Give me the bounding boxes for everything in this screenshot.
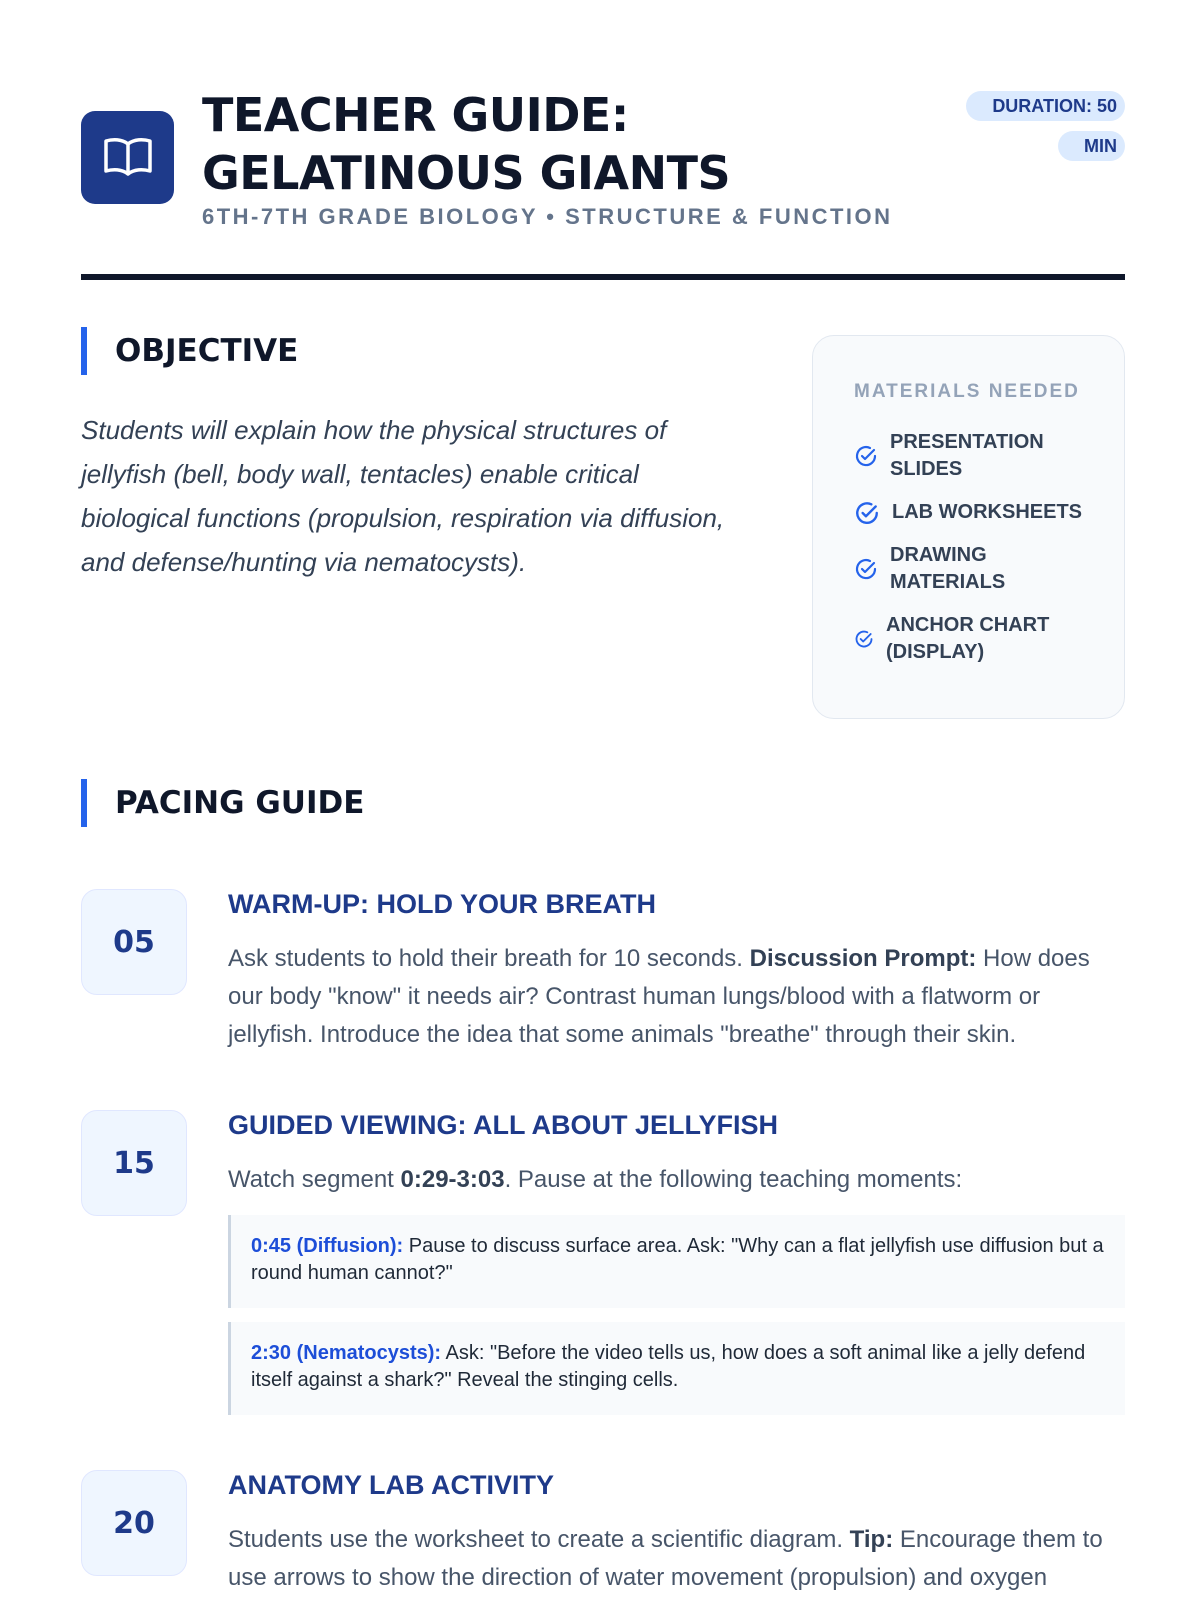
materials-list [854,429,1104,666]
step-title: GUIDED VIEWING: ALL ABOUT JELLYFISH [228,1110,779,1140]
materials-title: MATERIALS NEEDED [854,381,1080,402]
list-item [854,429,1104,483]
step-description [228,1161,1125,1199]
step-text: Students use the worksheet to create a scientific diagram. [228,1526,850,1553]
header [81,86,1125,236]
list-item [854,542,1104,596]
step-text: Ask students to hold their breath for 10 seconds. [228,945,750,972]
materials-item-label: LAB WORKSHEETS [892,501,1082,523]
objective-text: Students will explain how the physical structures of jellyfish (bell, body wall, tentacles) enable critical biological functions (propulsion, respiration via diffusion, and defense/hunting via nematocysts). [81,415,725,577]
step-description [228,1521,1125,1597]
duration-label: DURATION: 50 MIN [966,91,1125,161]
step-text-emphasis: Tip: [849,1526,894,1553]
title-line-2: GELATINOUS GIANTS [202,146,731,200]
title-line-1: TEACHER GUIDE: [202,88,629,142]
step-text: Watch segment [228,1166,401,1193]
check-circle-icon [854,444,878,468]
materials-item-label: PRESENTATION SLIDES [890,431,1044,480]
materials-item-label: ANCHOR CHART (DISPLAY) [886,614,1050,663]
step-minutes-badge: 05 [81,889,187,995]
step-text: Encourage them to use arrows to show the direction of water movement (propulsion) and oxygen [228,1526,1103,1591]
duration-badge [953,86,1125,166]
objective-heading: OBJECTIVE [81,327,298,375]
moment-text: Ask: "Before the video tells us, how does a soft animal like a jelly defend itself against a shark?" Reveal the stinging cells. [251,1342,1086,1391]
step-text-emphasis: Discussion Prompt: [749,945,977,972]
materials-card [812,335,1125,719]
pacing-heading: PACING GUIDE [81,779,364,827]
check-circle-icon [854,500,880,526]
step-minutes-badge: 15 [81,1110,187,1216]
step-text: . Pause at the following teaching moments: [504,1166,963,1193]
teaching-moment [228,1322,1125,1415]
step-text-emphasis: 0:29-3:03 [400,1166,505,1193]
moment-text: Pause to discuss surface area. Ask: "Why can a flat jellyfish use diffusion but a round human cannot?" [251,1235,1104,1284]
materials-item-label: DRAWING MATERIALS [890,544,1006,593]
step-description [228,940,1125,1054]
teaching-moment [228,1215,1125,1308]
header-divider [81,274,1125,280]
list-item [854,612,1104,666]
subtitle: 6TH-7TH GRADE BIOLOGY • STRUCTURE & FUNCTION [202,204,893,229]
step-title: ANATOMY LAB ACTIVITY [228,1470,555,1500]
list-item [854,499,1104,526]
page-title [202,86,922,202]
moment-timestamp: 2:30 (Nematocysts): [251,1342,442,1364]
book-icon [81,111,174,204]
step-title: WARM-UP: HOLD YOUR BREATH [228,889,656,919]
step-minutes-badge: 20 [81,1470,187,1576]
check-circle-icon [854,557,878,581]
moment-timestamp: 0:45 (Diffusion): [251,1235,404,1257]
step-text: How does our body "know" it needs air? Contrast human lungs/blood with a flatworm or jellyfish. Introduce the idea that some animals "breathe" through their skin. [228,945,1090,1048]
check-circle-icon [854,629,874,649]
